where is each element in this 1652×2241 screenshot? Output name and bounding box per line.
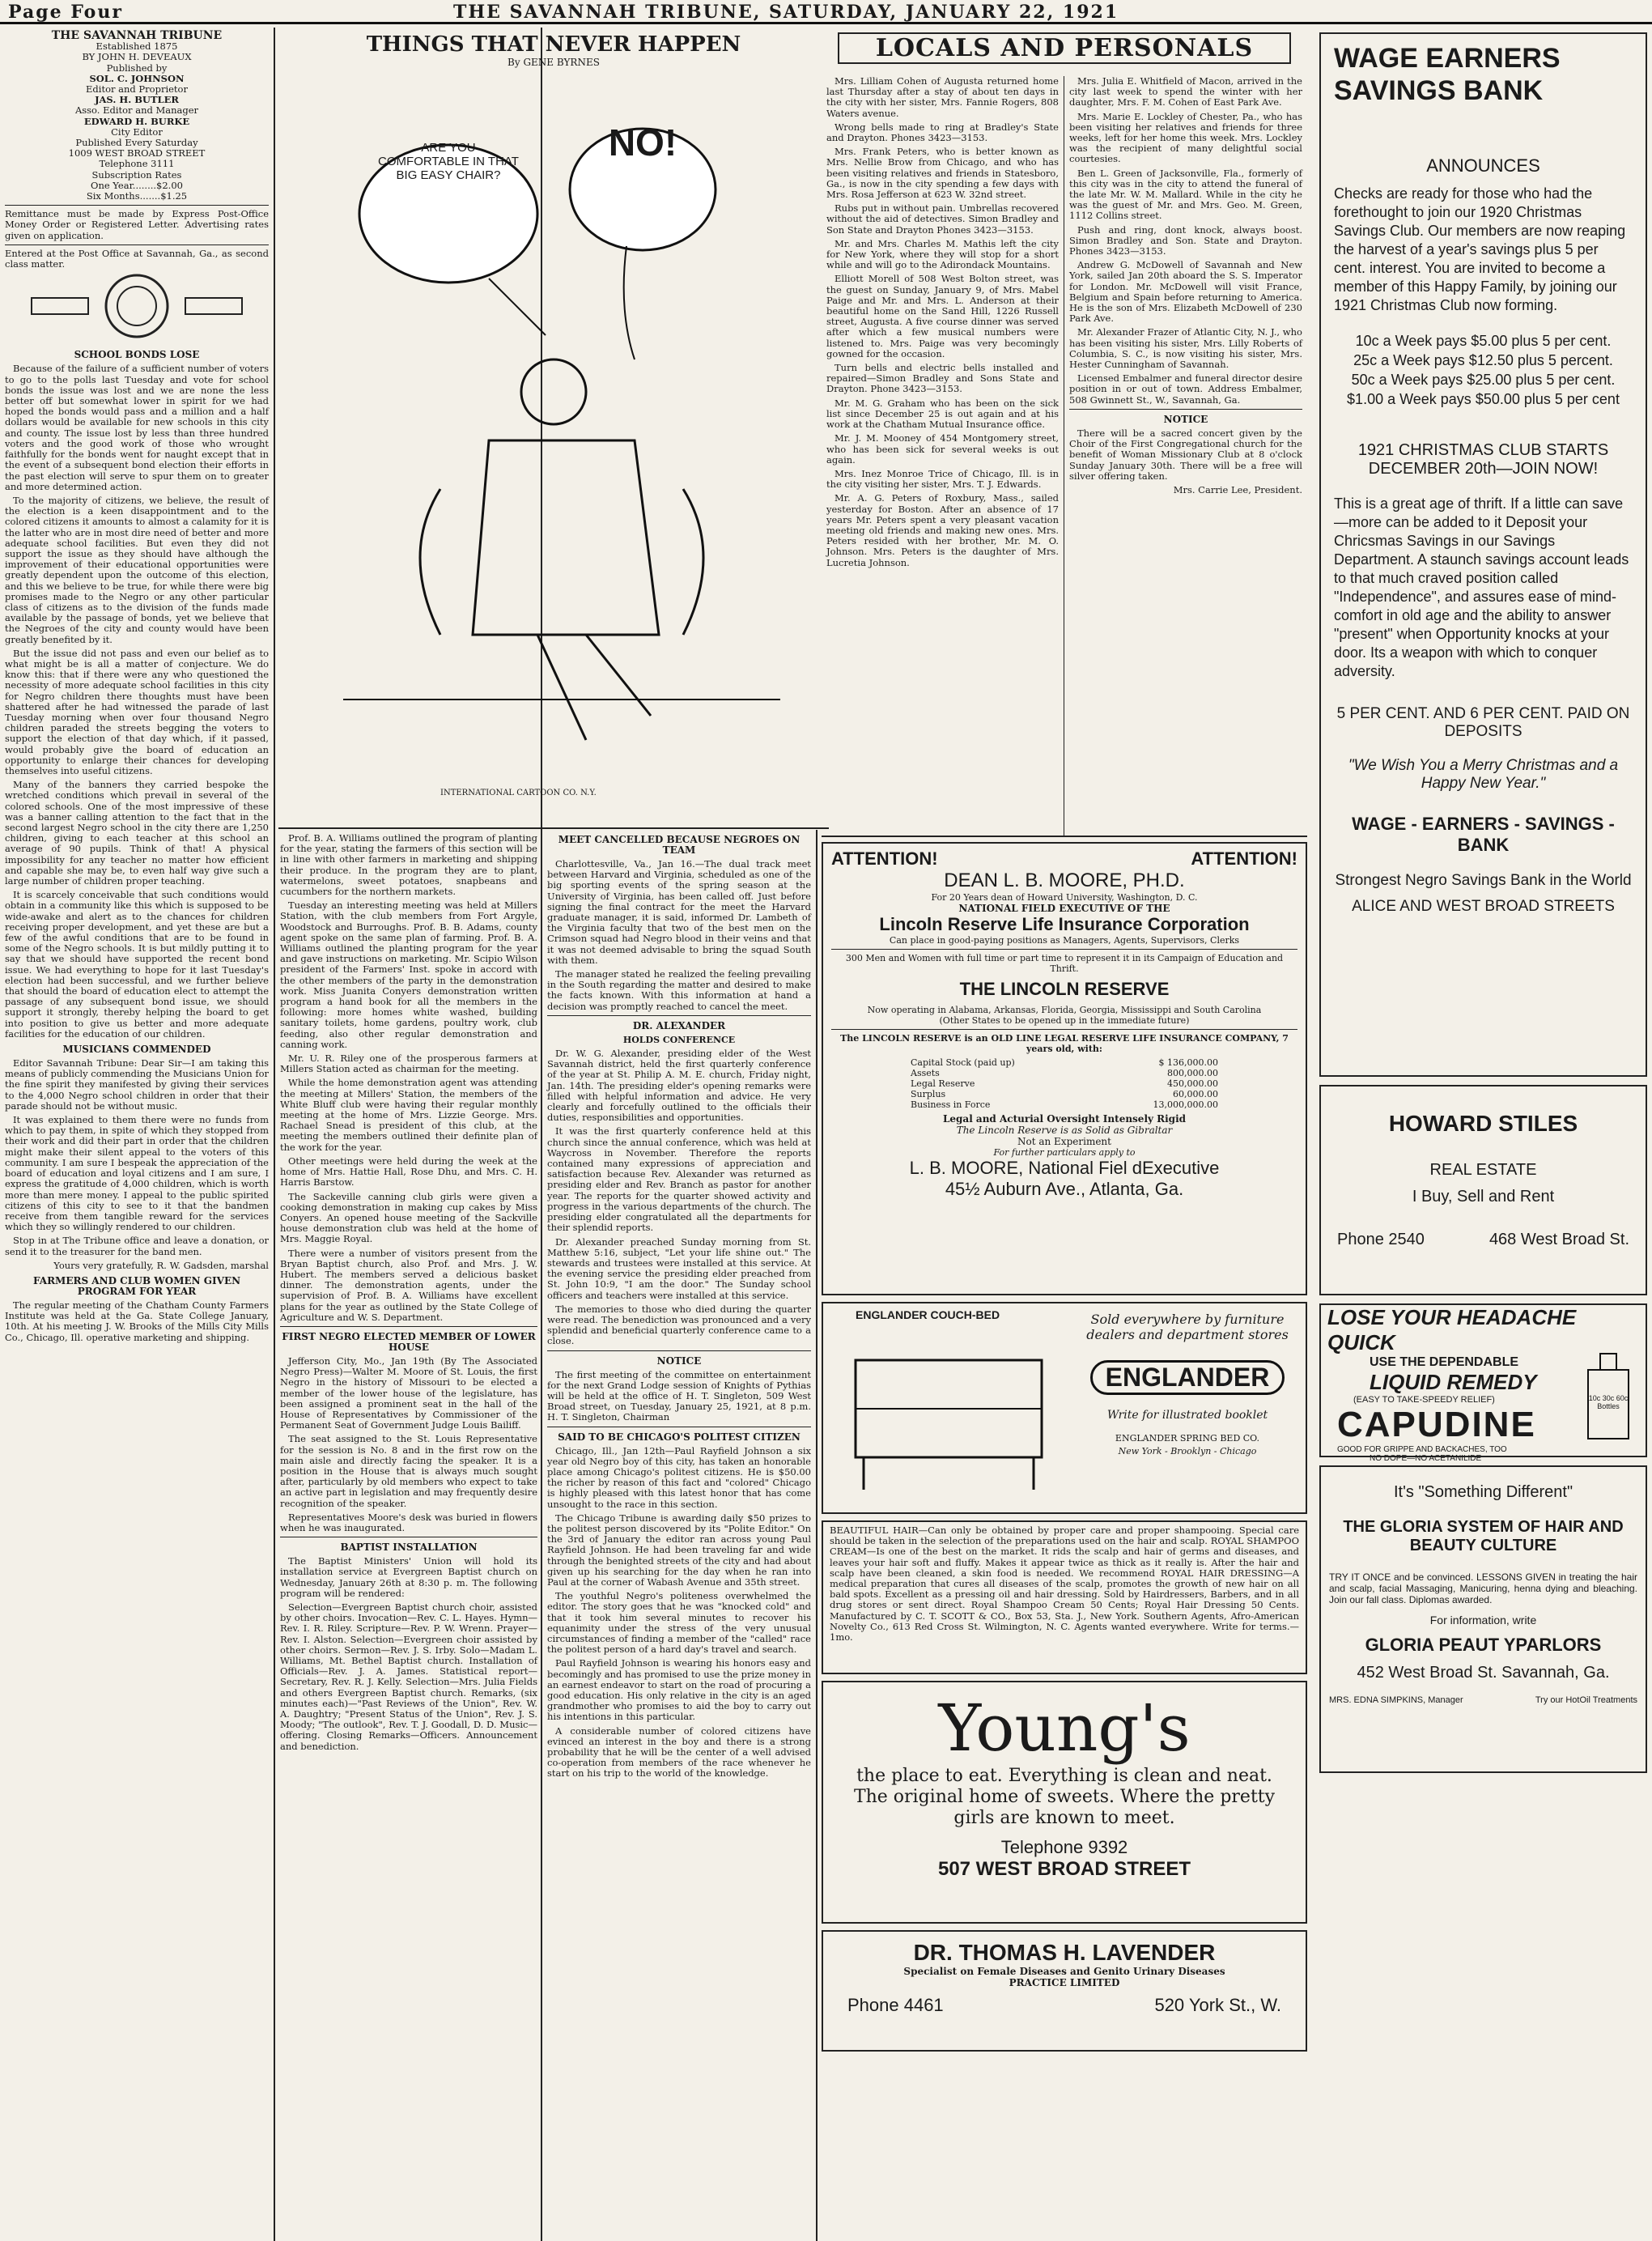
- youngs-ad: Young's the place to eat. Everything is clean and neat. The original home of sweets. Where the pretty girls are known to meet. Telephone 9392 507 WEST BROAD STREET: [822, 1681, 1307, 1924]
- howard-stiles-ad: HOWARD STILES REAL ESTATE I Buy, Sell and Rent Phone 2540 468 West Broad St.: [1319, 1085, 1647, 1295]
- speech-bubble-question: ARE YOU COMFORTABLE IN THAT BIG EASY CHAIR?: [378, 141, 519, 182]
- notice-article: NOTICE The first meeting of the committee on entertainment for the next Grand Lodge session of Knights of Pythias will be held at the office of H. T. Singleton, 509 West Broad street, on Tuesday, January 25, 1921, at 8 p.m. H. T. Singleton, Chairman: [542, 1350, 816, 1423]
- column-3: [542, 830, 818, 2241]
- speech-bubble-answer: NO!: [608, 121, 677, 164]
- headline: MEET CANCELLED BECAUSE NEGROES ON TEAM: [558, 834, 801, 856]
- column-1: [0, 28, 275, 2241]
- press-seal-icon: [15, 270, 258, 342]
- headline: FIRST NEGRO ELECTED MEMBER OF LOWER HOUSE: [282, 1330, 536, 1353]
- cartoon-illustration-icon: [278, 68, 813, 797]
- table-row: Business in Force 13,000,000.00: [911, 1099, 1218, 1110]
- meet-cancelled-article: MEET CANCELLED BECAUSE NEGROES ON TEAM Charlottesville, Va., Jan 16.—The dual track meet between Harvard and Virginia, scheduled as one of the big sporting events of the spring season at the University of Virginia, has been called off. Just before signing the final contract for the meet the Harvard graduate manager, it is said, informed Dr. Lambeth of the Virginia faculty that two of the best men on the Crimson squad had Negro blood in their veins and that it was not deemed advisable to bring the squad South with them. The manager stated he realized the feeling prevailing in the South regarding the matter and desired to make the facts known. With this information at hand a decision was promptly reached to cancel the meet.: [547, 834, 811, 1012]
- school-bonds-article: SCHOOL BONDS LOSE Because of the failure of a sufficient number of voters to go to the polls last Tuesday and vote for school bonds the issue was lost and we are none the less better off but somewhat lower in spirit for we had hoped the bonds would pass and a million and a half dollars would be available for new schools in this city and county. The issue lost by less than three hundred voters and the good work of those who wrought faithfully for the bonds went for naught except that in the event of a subsequent bond election their efforts in the past election will serve to spur them on to greater and more determined action. To the majority of citizens, we believe, the result of the election is a keen disappointment and to the colored citizens it amounts to almost a calamity for it is the latter who are in most dire need of better and more adequate school facilities. But even they did not support the issue as they should have although the improvement of their educational opportunities were greatly dependent upon the outcome of this election, and this we believe to be true, for while there were big promises made to the Negro or any other particular class of citizens as to the division of the funds made available by the passage of bonds, yet we believe that the Negroes of the city and county would have been greatly benefited by it. But the issue did not pass and even our belief as to what might be is all a matter of conjecture. We do know this: that if there were any who questioned the necessity of more adequate school facilities in this city for Negro children there thoughts must have been shattered after he had witnessed the parade of last Tuesday morning when over four thousand Negro children paraded the streets begging the voters to support the election of that day which, if it passed, would probably give the board of education an opportunity to enlarge their chances for developing themselves into useful citizens. Many of the banners they carried bespoke the wretched conditions which prevail in several of the colored schools. One of the most impressive of these was a banner calling attention to the fact that in the second largest Negro school in the city there are 1,250 children, giving to each teacher at this school an average of 90 pupils. Think of that! A physical impossibility for any teacher no matter how efficient and capable she may be, to even half way give such a large number of children proper teaching. It is scarcely conceivable that such conditions would obtain in a community like this which is supposed to be wide-awake and alert as to the chances for children receiving proper development, and yet these are but a few of the awful conditions that are to be found in some of the Negro schools. It is but mildly putting it to say that we should have supported the recent bond issue. We had everything to hope for it last Tuesday's election had been successful, and we further believe that should the board of education elect to attempt the passage of any subsequent bond issue, we should support it strongly, thereby helping the board to get into position to give us better and more adequate facilities for the education of our children.: [5, 349, 269, 1040]
- englander-ad: ENGLANDER COUCH-BED Sold everywhere by furniture dealers and department stores ENGLANDER Write for illustrated booklet ENGLANDER SPRING BED CO. New York - Brooklyn - Chicago: [822, 1302, 1307, 1514]
- lavender-name: DR. THOMAS H. LAVENDER: [913, 1940, 1216, 1965]
- contact-name: L. B. MOORE, National Fiel dExecutive: [909, 1158, 1220, 1178]
- bank-title-1: WAGE EARNERS: [1334, 43, 1561, 74]
- lavender-ad: DR. THOMAS H. LAVENDER Specialist on Female Diseases and Genito Urinary Diseases PRACTICE LIMITED Phone 4461 520 York St., W.: [822, 1930, 1307, 2052]
- capudine-ad: LOSE YOUR HEADACHE QUICK USE THE DEPENDABLE LIQUID REMEDY (EASY TO TAKE-SPEEDY RELIEF) CAPUDINE GOOD FOR GRIPPE AND BACKACHES, TOO NO DOPE—NO ACETANILIDE 10c 30c 60c Bottles: [1319, 1303, 1647, 1457]
- cartoon-title: THINGS THAT NEVER HAPPEN: [366, 32, 741, 57]
- wage-earners-bank-ad: WAGE EARNERS SAVINGS BANK ANNOUNCES Checks are ready for those who had the forethought to join our 1920 Christmas Savings Club. Our members are now reaping the harvest of a year's savings plus 5 per cent. interest. You are invited to become a member of this Happy Family, by joining our 1921 Christmas Club now forming. 10c a Week pays $5.00 plus 5 per cent. 25c a Week pays $12.50 plus 5 percent. 50c a Week pays $25.00 plus 5 per cent. $1.00 a Week pays $50.00 plus 5 per cent 1921 CHRISTMAS CLUB STARTS DECEMBER 20th—JOIN NOW! This is a great age of thrift. If a little can save—more can be added to it Deposit your Chricsmas Savings in our Savings Department. A staunch savings account leads to that much craved position called "Independence", and assures ease of mind-comfort in old age and the ability to answer "present" when Opportunity knocks at your door. Its a weapon with which to conquer adversity. 5 PER CENT. AND 6 PER CENT. PAID ON DEPOSITS "We Wish You a Merry Christmas and a Happy New Year." WAGE - EARNERS - SAVINGS - BANK Strongest Negro Savings Bank in the World ALICE AND WEST BROAD STREETS: [1319, 32, 1647, 1077]
- musicians-article: MUSICIANS COMMENDED Editor Savannah Tribune: Dear Sir—I am taking this means of publicly commending the Musicians Union for the fine spirit they manifested by giving their services to the 4,000 Negro school children in order that their parade should not be without music. It was explained to them there were no funds from which to pay them, in spite of which they stopped from their work and did their part in order that the children might make their silent appeal to the voters of this community. I am sure I bespeak the appreciation of the board of education and loyal citizens and I am sure, I express the gratitude of 4,000 children, which is worth more than mere money. I appeal to the public spirited citizens of this city to see to it that the bandmen receive from them tangible reward for the services which they so willingly rendered to our children. Stop in at The Tribune office and leave a donation, or send it to the treasurer for the band men. Yours very gratefully, R. W. Gadsden, marshal: [5, 1044, 269, 1271]
- couch-bed-icon: [839, 1328, 1058, 1506]
- contact-address: 45½ Auburn Ave., Atlanta, Ga.: [945, 1179, 1184, 1199]
- table-row: Legal Reserve 450,000.00: [911, 1078, 1218, 1089]
- headline: BAPTIST INSTALLATION: [340, 1541, 478, 1554]
- headline: MUSICIANS COMMENDED: [62, 1044, 211, 1056]
- locals-col-b: Mrs. Julia E. Whitfield of Macon, arrived in the city last week to spend the winter with her daughter, Mrs. F. M. Cohen of East Park Ave. Mrs. Marie E. Lockley of Chester, Pa., who has been visiting her relatives and friends for three weeks, left for her home this week. Mrs. Lockley was the recipient of many delightful social courtesies. Ben L. Green of Jacksonville, Fla., formerly of this city was in the city to attend the funeral of the late Mr. W. M. Mallard. While in the city he was the guest of Mr. and Mrs. Geo. M. Green, 1112 Collins street. Push and ring, dont knock, always boost. Simon Bradley and Son. State and Drayton. Phones 3423—3153. Andrew G. McDowell of Savannah and New York, sailed Jan 20th aboard the S. S. Imperator for London. Mr. McDowell will visit France, Belgium and Spain before returning to America. He is the son of Mrs. Elizabeth McDowell of 230 Park Ave. Mr. Alexander Frazer of Atlantic City, N. J., who has been visiting his sister, Mrs. Lilly Roberts of Columbia, S. C., is now visiting his sister, Mrs. Hester Cunningham of Savannah. Licensed Embalmer and funeral director desire position in or out of town. Address Embalmer, 508 Gwinnett St., W., Savannah, Ga. NOTICE There will be a sacred concert given by the Choir of the First Congregational church for the benefit of Woman Missionary Club at 8 o'clock Sunday January 30th. There will be a free will silver offering taken. Mrs. Carrie Lee, President.: [1069, 75, 1302, 495]
- hair-ad: BEAUTIFUL HAIR—Can only be obtained by proper care and proper shampooing. Special care should be taken in the selection of the preparations used on the hair and scalp. ROYAL SHAMPOO CREAM—Is one of the best on the market. It rids the scalp and hair of germs and diseases, and leaves your hair soft and fluffy. Makes it appear twice as thick as it really is. After the hair and scalp have been cleaned, a skin food is needed. We recommend ROYAL HAIR DRESSING—A medical preparation that cures all diseases of the scalp, promotes the growth of new hair on all bald spots. Excellent as a pressing oil and hair dressing. Sold by Hairdressers, Barbers, and in all drug stores or sent direct. Royal Shampoo Cream 50 Cents; Royal Hair Dressing 50 Cents. Manufactured by C. T. SCOTT & CO., Box 53, Sta. J., New York. Southern Agents, Afro-American Novelty Co., 613 Red Cross St. Wilmington, N. C. Agents wanted everywhere. Write for terms.—1mo.: [822, 1520, 1307, 1674]
- locals-title: LOCALS AND PERSONALS: [838, 32, 1291, 64]
- youngs-name: Young's: [938, 1690, 1191, 1766]
- page-number: Page Four: [8, 2, 123, 23]
- chicago-article: SAID TO BE CHICAGO'S POLITEST CITIZEN Chicago, Ill., Jan 12th—Paul Rayfield Johnson a six year old Negro boy of this city, has taken an honorable place among Chicago's politest citizens. He is $50.00 the richer by reason of this fact and "colored" Chicago is highly pleased with this latest honor that has come unsought to the race in this section. The Chicago Tribune is awarding daily $50 prizes to the politest person discovered by its "Polite Editor." On the 3rd of January the editor ran across young Paul Rayfield Johnson. He had been traveling far and wide through the benighted streets of the city and had about given up his searching for the day when he ran into Paul at the corner of Wabash Avenue and 35th street. The youthful Negro's politeness overwhelmed the editor. The story goes that he was "knocked cold" and that it took him several minutes to recover his equanimity under the stress of the very unusual circumstances of finding a member of the "called" race the politest person of a hard day's travel and search. Paul Rayfield Johnson is wearing his honors easy and becomingly and has promised to use the prize money in an earnest endeavor to start on the road of procuring a good education. His only relative in the city is an aged grandmother who promises to aid the boy to carry out his intentions in this particular. A considerable number of colored citizens have evinced an interest in the boy and there is a strong probability that he will be the center of a well advised co-operation from members of the race whenever he start on his trip to the world of the knowledge.: [542, 1427, 816, 1780]
- locals-col-a: Mrs. Lilliam Cohen of Augusta returned home last Thursday after a stay of about ten days in the city with her sister, Mrs. Fannie Rogers, 808 Waters avenue. Wrong bells made to ring at Bradley's State and Drayton. Phones 3423—3153. Mrs. Frank Peters, who is better known as Mrs. Nellie Brow from Chicago, and who has been visiting relatives and friends in Statesboro, Ga., is now in the city spending a few days with Mrs. Rosa Jefferson at 623 W. 32nd street. Rubs put in without pain. Umbrellas recovered without the aid of detectives. Simon Bradley and Son State and Drayton Phones 3423—3153. Mr. and Mrs. Charles M. Mathis left the city for New York, where they will stop for a short while and will go to the Adirondack Mountains. Elliott Morell of 508 West Bolton street, was the guest on Sunday, January 9, of Mrs. Mabel Paige and Mr. and Mrs. L. Anderson at their beautiful home on the Sand Hill, 1226 Russell street, Augusta. A five course dinner was served after which a few musical numbers were listened to. Mrs. Paige was very becomingly gowned for the occasion. Turn bells and electric bells installed and repaired—Simon Bradley and Sons State and Drayton. Phone 3423—3153. Mr. M. G. Graham who has been on the sick list since December 25 is out again and at his work at the Chatham Mutual Insurance office. Mr. J. M. Mooney of 454 Montgomery street, who has been sick for several weeks is out again. Mrs. Inez Monroe Trice of Chicago, Ill. is in the city visiting her sister, Mrs. T. J. Edwards. Mr. A. G. Peters of Roxbury, Mass., sailed yesterday for Boston. After an absence of 17 years Mr. Peters spent a very pleasant vacation meeting old friends and making new ones. Mrs. Peters resided with her brother, Mr. M. O. Johnson. Mrs. Peters is the daughter of Mrs. Lucretia Johnson.: [822, 76, 1064, 837]
- farmers-article: FARMERS AND CLUB WOMEN GIVEN PROGRAM FOR YEAR The regular meeting of the Chatham County Farmers Institute was held at the Ga. State College January, 10th. At his meeting J. W. Brooks of the Mills City Mills Co., Chicago, Ill. operative marketing and shipping.: [5, 1274, 269, 1343]
- gloria-ad: It's "Something Different" THE GLORIA SYSTEM OF HAIR AND BEAUTY CULTURE TRY IT ONCE and be convinced. LESSONS GIVEN in treating the hair and scalp, facial Massaging, Manicuring, henna dying and bleaching. Join our fall class. Diplomas awarded. For information, write GLORIA PEAUT YPARLORS 452 West Broad St. Savannah, Ga. MRS. EDNA SIMPKINS, Manager Try our HotOil Treatments: [1319, 1465, 1647, 1773]
- tribune-info: THE SAVANNAH TRIBUNE Established 1875 BY JOHN H. DEVEAUX Published by SOL. C. JOHNSON Editor and Proprietor JAS. H. BUTLER Asso. Editor and Manager EDWARD H. BURKE City Editor Published Every Saturday 1009 WEST BROAD STREET Telephone 3111 Subscription Rates One Year........$2.00 Six Months.......$1.25 Remittance must be made by Express Post-Office Money Order or Registered Letter. Advertising rates given on application. Entered at the Post Office at Savannah, Ga., as second class matter.: [0, 31, 274, 345]
- lincoln-reserve-ad: ATTENTION! ATTENTION! DEAN L. B. MOORE, PH.D. For 20 Years dean of Howard University, Washington, D. C. NATIONAL FIELD EXECUTIVE OF THE Lincoln Reserve Life Insurance Corporation Can place in good-paying positions as Managers, Agents, Supervisors, Clerks 300 Men and Women with full time or part time to represent it in its Campaign of Education and Thrift. THE LINCOLN RESERVE Now operating in Alabama, Arkansas, Florida, Georgia, Mississippi and South Carolina (Other States to be opened up in the immediate future) The LINCOLN RESERVE is an OLD LINE LEGAL RESERVE LIFE INSURANCE COMPANY, 7 years old, with: Capital Stock (paid up) $ 136,000.00 Assets 800,000.00 Legal Reserve 450,000.00 Surplus 60,000.00 Business in Force 13,000,000.00 Legal and Acturial Oversight Intensely Rigid The Lincoln Reserve is as Solid as Gibraltar Not an Experiment For further particulars apply to L. B. MOORE, National Fiel dExecutive 45½ Auburn Ave., Atlanta, Ga.: [822, 842, 1307, 1295]
- alexander-article: DR. ALEXANDER HOLDS CONFERENCE Dr. W. G. Alexander, presiding elder of the West Savannah district, held the first quarterly conference of the year at St. Philip A. M. E. church, Friday night, Jan. 14th. The presiding elder's opening remarks were filled with helpful information and advice. He very clearly and forcefully outlined to the officials their duties, responsibilities and opportunities. It was the first quarterly conference held at this church since the annual conference, which was held at Waycross in November. Therefore the reports contained many expressions of appreciation and satisfaction because Rev. Alexander was returned as presiding elder and Rev. Branch as pastor for another year. The reports for the quarter showed activity and progress in the various departments of the church. The presiding elder congratulated all the departments for their splendid reports. Dr. Alexander preached Sunday morning from St. Matthew 5:16, subject, "Let your life shine out." The stewards and trustees were installed at this service. At the evening service the presiding elder preached from St. John 10:9, "I am the door." The Sunday school officers and teachers were installed at this service. The memories to those who died during the quarter were read. The benediction was pronounced and a very splendid and beneficial quarterly conference came to a close.: [542, 1015, 816, 1347]
- bank-title-2: SAVINGS BANK: [1334, 75, 1544, 106]
- headline: DR. ALEXANDER: [632, 1019, 726, 1031]
- dean-name: DEAN L. B. MOORE, PH.D.: [944, 870, 1185, 891]
- headline: NOTICE: [1163, 413, 1208, 425]
- cartoon-credit: INTERNATIONAL CARTOON CO. N.Y.: [440, 789, 597, 797]
- table-row: Surplus 60,000.00: [911, 1089, 1218, 1099]
- headline: NOTICE: [656, 1354, 702, 1367]
- financial-table: [911, 1057, 1218, 1110]
- headline: SAID TO BE CHICAGO'S POLITEST CITIZEN: [558, 1431, 801, 1443]
- headline: FARMERS AND CLUB WOMEN GIVEN PROGRAM FOR YEAR: [32, 1274, 241, 1297]
- headline: SCHOOL BONDS LOSE: [74, 349, 200, 361]
- cartoon: THINGS THAT NEVER HAPPEN By GENE BYRNES ARE YOU COMFORTABLE IN THAT BIG EASY CHAIR? NO! INTERNATIONAL CARTOON CO. N.Y.: [278, 28, 829, 829]
- newspaper-header: THE SAVANNAH TRIBUNE, SATURDAY, JANUARY 22, 1921: [453, 2, 1119, 23]
- table-row: Assets 800,000.00: [911, 1068, 1218, 1078]
- masthead: [0, 0, 1652, 24]
- tribune-title: THE SAVANNAH TRIBUNE: [51, 29, 223, 42]
- column-2-text: Prof. B. A. Williams outlined the program of planting for the year, stating the farmers of this section will be in line with other farmers in marketing and shipping their produce. In the program they are to plant, watermelons, sweet potatoes, snapbeans and cucumbers for the northern markets. Tuesday an interesting meeting was held at Millers Station, with the club members from Fort Argyle, Woodstock and Burroughs. Prof. B. B. Adams, county agent spoke on the same plan of farming. Prof. B. A. Williams outlined the planting program for the year and gave instructions on marketing. Mr. Scipio Wilson president of the Farmers' Inst. spoke in accord with the other members of the party in the demonstration work. Miss Juanita Conyers demonstration written program a hand book for all the members in the following: more homes white washed, building sanitary toilets, home gardens, poultry work, club feeding, also other regular demonstration and canning work. Mr. U. R. Riley one of the prosperous farmers at Millers Station acted as chairman for the meeting. While the home demonstration agent was attending the meeting at Millers' Station, the members of the White Bluff club were having their regular monthly meeting at the home of Mrs. Lizzie George. Mrs. Rachael Snead is president of this club, at the meeting the members outlined their definite plan of the work for the year. Other meetings were held during the week at the home of Mrs. Hattie Hall, Rose Dhu, and Mrs. C. H. Harris Barstow. The Sackeville canning club girls were given a cooking demonstration in making cup cakes by Miss Conyers. An opened house meeting of the Sackville house demonstration club was held at the home of Mrs. Maggie Royal. There were a number of visitors present from the Bryan Baptist church, also Prof. and Mrs. J. W. Hubert. The members served a delicious basket dinner. The demonstration agents, under the supervision of Prof. B. A. Williams have excellent plans for the year as outlined by the State College of Agriculture and W. S. Department. FIRST NEGRO ELECTED MEMBER OF LOWER HOUSE Jefferson City, Mo., Jan 19th (By The Associated Negro Press)—Walter M. Moore of St. Louis, the first Negro in the history of Missouri to be elected a member of the lower house of the legislature, has been assigned a prominent seat in the hall of the House of Representatives by Commissioner of the Permanent Seat of Government Judge Louis Bailiff. The seat assigned to the St. Louis Representative for the session is No. 8 and in the first row on the main aisle and directly facing the speaker. It is a position in the House that is always much sought after, particularly by old members who expect to take an active part in legislation and may frequently desire recognition of the speaker. Representatives Moore's desk was buried in flowers when he was inaugurated. BAPTIST INSTALLATION The Baptist Ministers' Union will hold its installation service at Evergreen Baptist church on Wednesday, January 26th at 8:30 p. m. The following program will be rendered: Selection—Evergreen Baptist church choir, assisted by other choirs. Invocation—Rev. C. L. Hayes. Hymn—Rev. I. R. Riley. Scripture—Rev. P. W. Wrenn. Prayer—Rev. I. Alston. Selection—Evergreen choir assisted by other choirs. Sermon—Rev. J. S. Irby. Solo—Madam L. Williams, Mt. Bethel Baptist church. Installation of Officials—Rev. J. A. James. Statistical report—Secretary, Rev. R. J. Kelly. Selection—Mrs. Julia Fields and others Evergreen Baptist church. Remarks, (six minutes each)—"Past Reviews of the Union", Rev. W. A. Daughtry; "Present Status of the Union", Rev. J. S. Moody; "The outlook", Rev. T. J. Goodall, D. D. Music—offering. Closing Remarks—Officers. Announcement and benediction.: [280, 832, 537, 1752]
- locals-section: [822, 28, 1307, 837]
- table-row: Capital Stock (paid up) $ 136,000.00: [911, 1057, 1218, 1068]
- englander-logo: ENGLANDER: [1090, 1360, 1285, 1395]
